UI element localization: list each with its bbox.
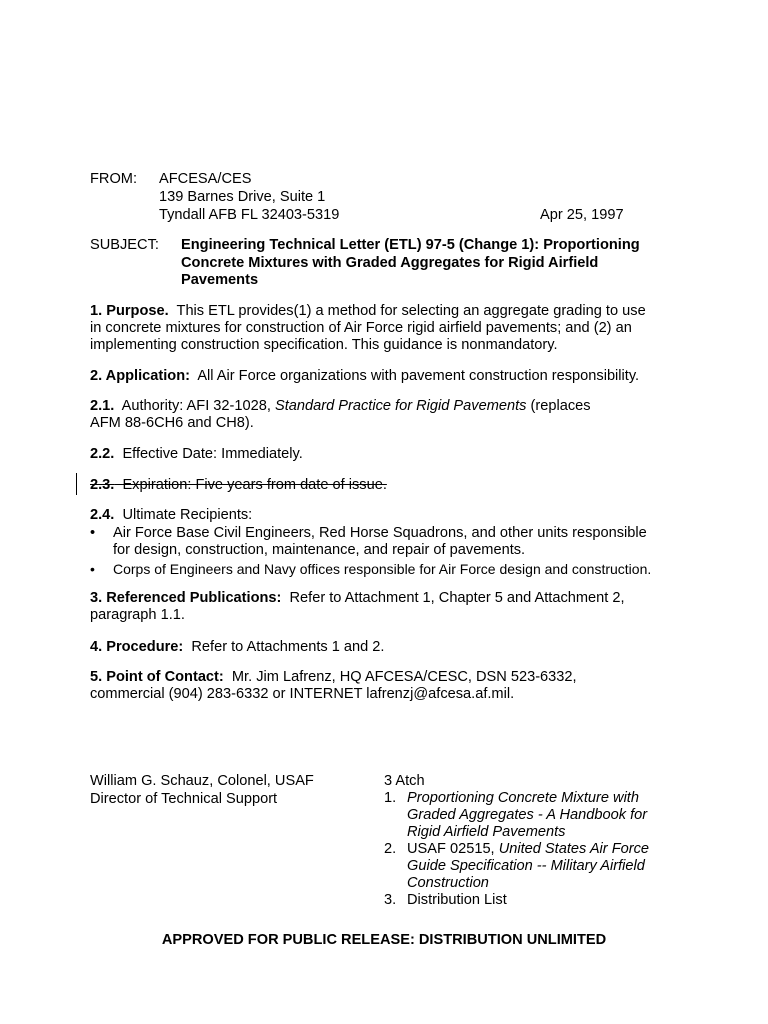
- application-paragraph: [90, 368, 680, 385]
- contact-line1: Mr. Jim Lafrenz, HQ AFCESA/CESC, DSN 523-6332,: [231, 669, 577, 685]
- contact-line2: commercial (904) 283-6332 or INTERNET lafrenzj@afcesa.af.mil.: [90, 686, 515, 702]
- application-heading: 2. Application:: [90, 368, 190, 384]
- authority-lead: Authority: AFI 32-1028,: [121, 398, 271, 414]
- application-text: All Air Force organizations with pavement construction responsibility.: [197, 368, 640, 384]
- expiration-heading: 2.3.: [90, 477, 115, 493]
- subject-line1: Engineering Technical Letter (ETL) 97-5 (Change 1): Proportioning: [181, 237, 640, 253]
- references-paragraph: [90, 590, 680, 624]
- authority-title: Standard Practice for Rigid Pavements: [274, 398, 527, 414]
- attachment-item: [384, 892, 684, 909]
- expiration-paragraph: [90, 477, 680, 494]
- recipient-bullet-item: [90, 525, 680, 559]
- recipients-text: Ultimate Recipients:: [122, 507, 253, 523]
- from-org: AFCESA/CES: [159, 171, 252, 187]
- attachment-title-line: Guide Specification -- Military Airfield: [407, 858, 645, 874]
- attachments-list: [384, 790, 684, 909]
- attachment-item: [384, 790, 684, 841]
- signer-title: Director of Technical Support: [90, 791, 278, 807]
- attachment-prefix: Distribution List: [407, 892, 507, 908]
- effective-heading: 2.2.: [90, 446, 115, 462]
- attachment-title-line: Graded Aggregates - A Handbook for: [407, 807, 648, 823]
- subject-label: SUBJECT:: [90, 237, 159, 253]
- contact-paragraph: [90, 669, 680, 703]
- bullet-glyph: •: [90, 561, 95, 577]
- attachment-number: 1.: [384, 790, 397, 806]
- from-address-line1: 139 Barnes Drive, Suite 1: [159, 189, 326, 205]
- attachment-title-line: United States Air Force: [498, 841, 650, 857]
- purpose-line3: implementing construction specification. This guidance is nonmandatory.: [90, 337, 558, 353]
- authority-after: (replaces: [530, 398, 591, 414]
- procedure-heading: 4. Procedure:: [90, 639, 184, 655]
- purpose-paragraph: [90, 303, 680, 354]
- recipient-item-line1: Corps of Engineers and Navy offices responsible for Air Force design and construction.: [113, 561, 652, 577]
- bullet-glyph: •: [90, 525, 96, 541]
- recipients-paragraph: [90, 507, 680, 524]
- revision-bar: [76, 473, 77, 495]
- letter-date: Apr 25, 1997: [540, 207, 624, 223]
- effective-text: Effective Date: Immediately.: [122, 446, 303, 462]
- subject-line3: Pavements: [181, 272, 259, 288]
- effective-date-paragraph: [90, 446, 680, 463]
- from-address-line2: Tyndall AFB FL 32403-5319: [159, 207, 340, 223]
- attachment-title-line: Rigid Airfield Pavements: [407, 824, 566, 840]
- expiration-text: Expiration: Five years from date of issue.: [122, 477, 387, 493]
- authority-paragraph: [90, 398, 680, 432]
- contact-heading: 5. Point of Contact:: [90, 669, 224, 685]
- purpose-line1: This ETL provides(1) a method for selecting an aggregate grading to use: [176, 303, 646, 319]
- attachment-prefix: USAF 02515,: [407, 841, 495, 857]
- attachments-heading: 3 Atch: [384, 773, 425, 789]
- attachment-number: 2.: [384, 841, 397, 857]
- authority-line2: AFM 88-6CH6 and CH8).: [90, 415, 254, 431]
- purpose-heading: 1. Purpose.: [90, 303, 169, 319]
- attachment-item: [384, 841, 684, 892]
- from-label: FROM:: [90, 171, 138, 187]
- procedure-text: Refer to Attachments 1 and 2.: [191, 639, 385, 655]
- attachment-number: 3.: [384, 892, 397, 908]
- signer-name: William G. Schauz, Colonel, USAF: [90, 773, 314, 789]
- references-heading: 3. Referenced Publications:: [90, 590, 282, 606]
- purpose-line2: in concrete mixtures for construction of Air Force rigid airfield pavements; and (2) an: [90, 320, 632, 336]
- authority-heading: 2.1.: [90, 398, 115, 414]
- references-line2: paragraph 1.1.: [90, 607, 185, 623]
- attachment-title-line: Construction: [407, 875, 489, 891]
- release-statement: APPROVED FOR PUBLIC RELEASE: DISTRIBUTION UNLIMITED: [161, 932, 607, 948]
- references-line1: Refer to Attachment 1, Chapter 5 and Attachment 2,: [289, 590, 625, 606]
- subject-line2: Concrete Mixtures with Graded Aggregates for Rigid Airfield: [181, 255, 599, 271]
- procedure-paragraph: [90, 639, 680, 656]
- recipients-heading: 2.4.: [90, 507, 115, 523]
- attachment-title-line: Proportioning Concrete Mixture with: [407, 790, 639, 806]
- recipient-item-line1: Air Force Base Civil Engineers, Red Horse Squadrons, and other units responsible: [113, 525, 647, 541]
- recipient-item-line2: for design, construction, maintenance, and repair of pavements.: [113, 542, 526, 558]
- recipient-bullet-item: [90, 561, 680, 578]
